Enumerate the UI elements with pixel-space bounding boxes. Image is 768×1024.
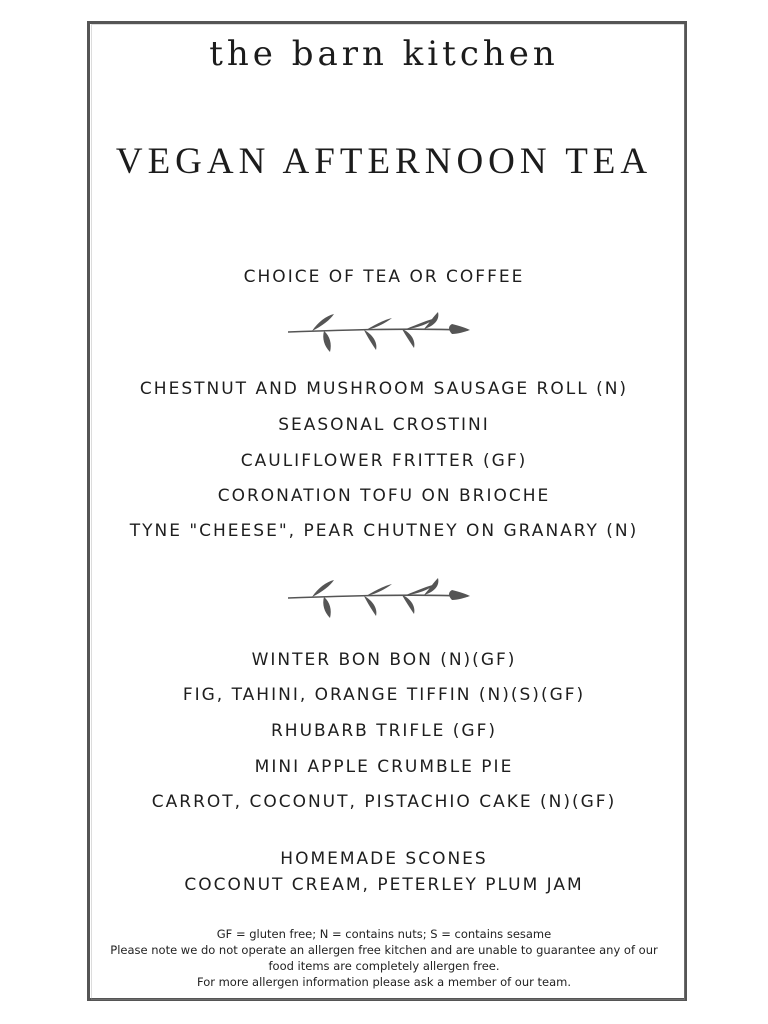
savoury-item: TYNE "CHEESE", PEAR CHUTNEY ON GRANARY (N) [129,521,639,541]
sweet-item: MINI APPLE CRUMBLE PIE [254,757,514,777]
sweet-item: WINTER BON BON (N)(GF) [251,650,517,670]
allergen-disclaimer-continued: food items are completely allergen free. [268,959,500,973]
leaf-sprig-divider-icon [284,310,474,356]
sweet-item: FIG, TAHINI, ORANGE TIFFIN (N)(S)(GF) [182,685,586,705]
savoury-item: CORONATION TOFU ON BRIOCHE [217,486,551,506]
drinks-line: CHOICE OF TEA OR COFFEE [243,267,525,287]
scones-detail: COCONUT CREAM, PETERLEY PLUM JAM [184,875,584,895]
sweet-item: RHUBARB TRIFLE (GF) [270,721,498,741]
allergen-contact: For more allergen information please ask a member of our team. [196,975,572,989]
savoury-item: CAULIFLOWER FRITTER (GF) [240,451,528,471]
brand-name: the barn kitchen [209,34,559,74]
savoury-item: CHESTNUT AND MUSHROOM SAUSAGE ROLL (N) [139,379,629,399]
leaf-sprig-divider-icon [284,576,474,622]
savoury-item: SEASONAL CROSTINI [278,415,490,435]
allergen-legend: GF = gluten free; N = contains nuts; S = contains sesame [216,927,552,941]
menu-title: VEGAN AFTERNOON TEA [115,141,653,182]
allergen-disclaimer: Please note we do not operate an allergen free kitchen and are unable to guarantee any of our [110,943,658,957]
scones-title: HOMEMADE SCONES [280,849,488,869]
sweet-item: CARROT, COCONUT, PISTACHIO CAKE (N)(GF) [151,792,617,812]
allergen-notes [90,926,678,990]
